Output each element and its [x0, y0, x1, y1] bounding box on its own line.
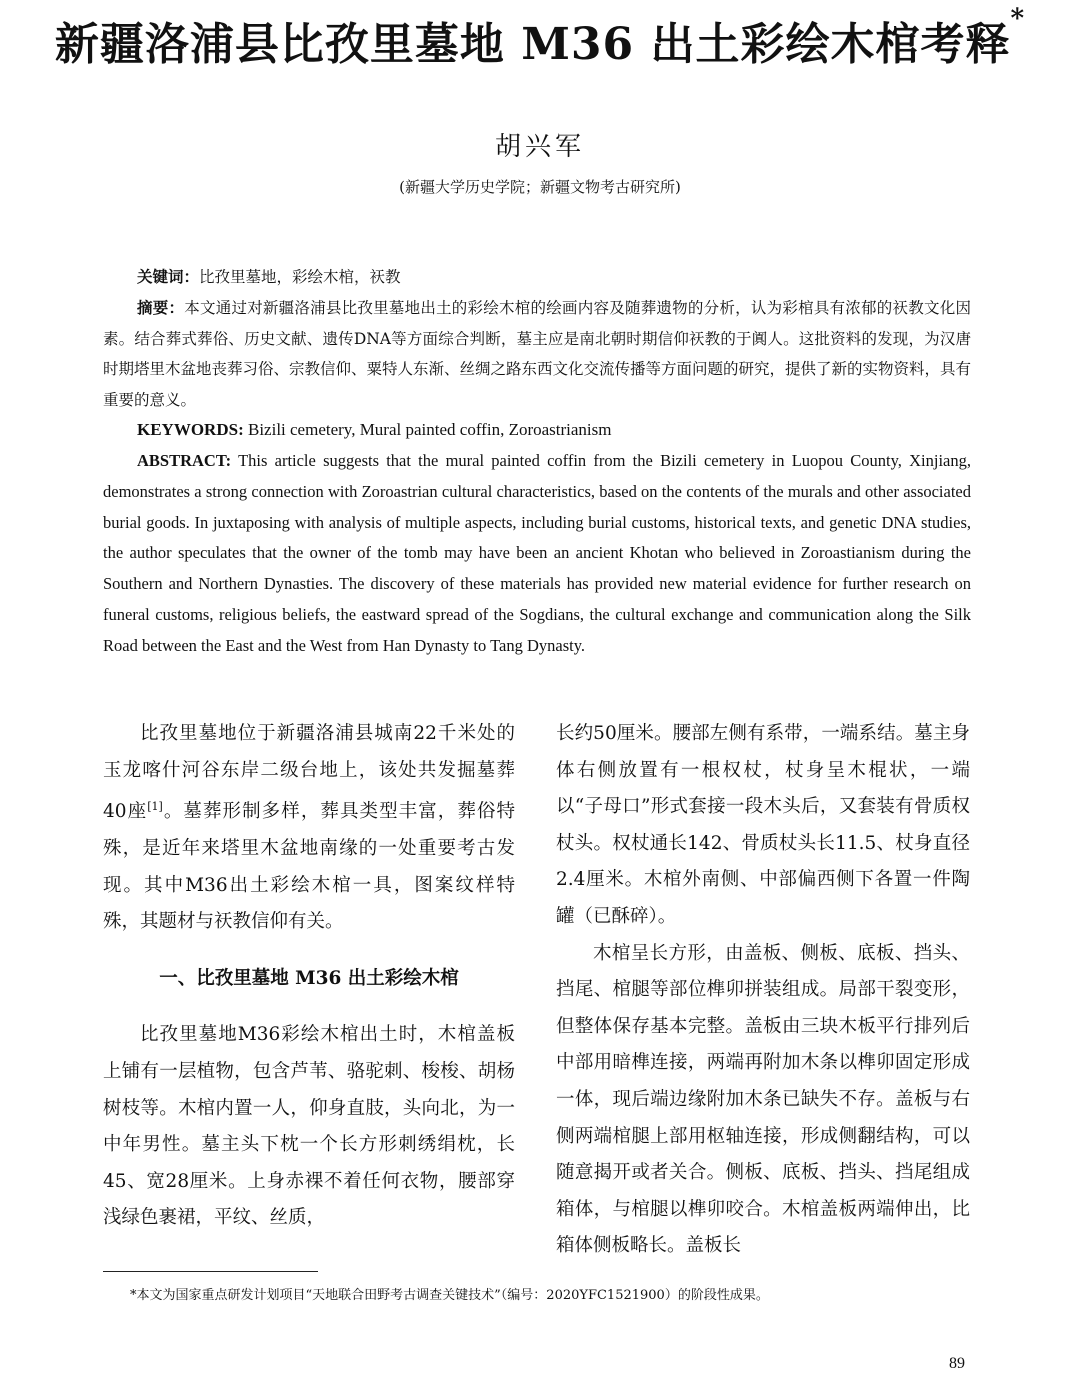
- keywords-cn: [137, 264, 972, 290]
- body-column-left: [103, 716, 515, 1237]
- keywords-cn-label: 关键词：: [137, 267, 200, 286]
- footnote-divider: [103, 1271, 318, 1272]
- abstract-cn-label: 摘要：: [137, 298, 185, 317]
- citation-ref[interactable]: [1]: [147, 800, 163, 814]
- keywords-cn-text: 比孜里墓地，彩绘木棺，祆教: [199, 268, 401, 286]
- title-footnote-mark: *: [1010, 4, 1026, 34]
- author-affiliation: (新疆大学历史学院；新疆文物考古研究所): [399, 178, 681, 196]
- footnote: *本文为国家重点研发计划项目“天地联合田野考古调查关键技术”（编号：2020YFC1521900）的阶段性成果。: [130, 1288, 769, 1303]
- abstract-en-text: This article suggests that the mural painted coffin from the Bizili cemetery in Luopou County, Xinjiang, demonstrates a strong connection with Zoroastrian cultural characteristics, based on the contents of the murals and other associated burial goods. In juxtaposing with analysis of multiple aspects, including burial customs, historical texts, and genetic DNA studies, the author speculates that the owner of the tomb may have been an ancient Khotan who believed in Zoroastianism during the Southern and Northern Dynasties. The discovery of these materials has provided new material evidence for further research on funeral customs, religious beliefs, the eastward spread of the Sogdians, the cultural exchange and communication along the Silk Road between the East and the West from Han Dynasty to Tang Dynasty.: [103, 451, 971, 655]
- body-paragraph-continued: 长约50厘米。腰部左侧有系带，一端系结。墓主身体右侧放置有一根权杖，杖身呈木棍状，一端以“子母口”形式套接一段木头后，又套装有骨质权杖头。权杖通长142、骨质杖头长11.5、杖身直径2.4厘米。木棺外南侧、中部偏西侧下各置一件陶罐（已酥碎）。: [556, 723, 970, 927]
- author-name: 胡兴军: [494, 132, 585, 162]
- keywords-en-text: Bizili cemetery, Mural painted coffin, Zoroastrianism: [243, 420, 612, 439]
- abstract-en-label: ABSTRACT:: [137, 451, 232, 470]
- body-paragraph: 木棺呈长方形，由盖板、侧板、底板、挡头、挡尾、棺腿等部位榫卯拼装组成。局部干裂变形，但整体保存基本完整。盖板由三块木板平行排列后中部用暗榫连接，两端再附加木条以榫卯固定形成一体，现后端边缘附加木条已缺失不存。盖板与右侧两端棺腿上部用枢轴连接，形成侧翻结构，可以随意揭开或者关合。侧板、底板、挡头、挡尾组成箱体，与棺腿以榫卯咬合。木棺盖板两端伸出，比箱体侧板略长。盖板长: [556, 942, 970, 1257]
- body-column-right: [556, 716, 970, 1265]
- section-heading: 一、比孜里墓地 M36 出土彩绘木棺: [159, 967, 459, 989]
- abstract-en: [103, 446, 971, 662]
- body-text: 比孜里墓地位于新疆洛浦县城南22千米处的玉龙喀什河谷东岸二级台地上，该处共发掘墓葬40座: [103, 723, 515, 823]
- abstract-cn: [103, 293, 971, 415]
- body-text: 。墓葬形制多样，葬具类型丰富，葬俗特殊，是近年来塔里木盆地南缘的一处重要考古发现。其中M36出土彩绘木棺一具，图案纹样特殊，其题材与祆教信仰有关。: [103, 801, 515, 933]
- keywords-en: [137, 417, 972, 443]
- body-paragraph: [103, 716, 515, 941]
- article-title: [0, 4, 1080, 72]
- keywords-en-label: KEYWORDS:: [137, 420, 244, 439]
- body-paragraph: 比孜里墓地M36彩绘木棺出土时，木棺盖板上铺有一层植物，包含芦苇、骆驼刺、梭梭、胡杨树枝等。木棺内置一人，仰身直肢，头向北，为一中年男性。墓主头下枕一个长方形刺绣绢枕，长45、宽28厘米。上身赤裸不着任何衣物，腰部穿浅绿色裹裙，平纹、丝质，: [103, 1024, 515, 1229]
- page-number: 89: [949, 1355, 965, 1372]
- abstract-cn-text: 本文通过对新疆洛浦县比孜里墓地出土的彩绘木棺的绘画内容及随葬遗物的分析，认为彩棺具有浓郁的祆教文化因素。结合葬式葬俗、历史文献、遗传DNA等方面综合判断，墓主应是南北朝时期信仰祆教的于阗人。这批资料的发现，为汉唐时期塔里木盆地丧葬习俗、宗教信仰、粟特人东渐、丝绸之路东西文化交流传播等方面问题的研究，提供了新的实物资料，具有重要的意义。: [103, 299, 972, 409]
- title-text: 新疆洛浦县比孜里墓地 M36 出土彩绘木棺考释: [54, 19, 1011, 70]
